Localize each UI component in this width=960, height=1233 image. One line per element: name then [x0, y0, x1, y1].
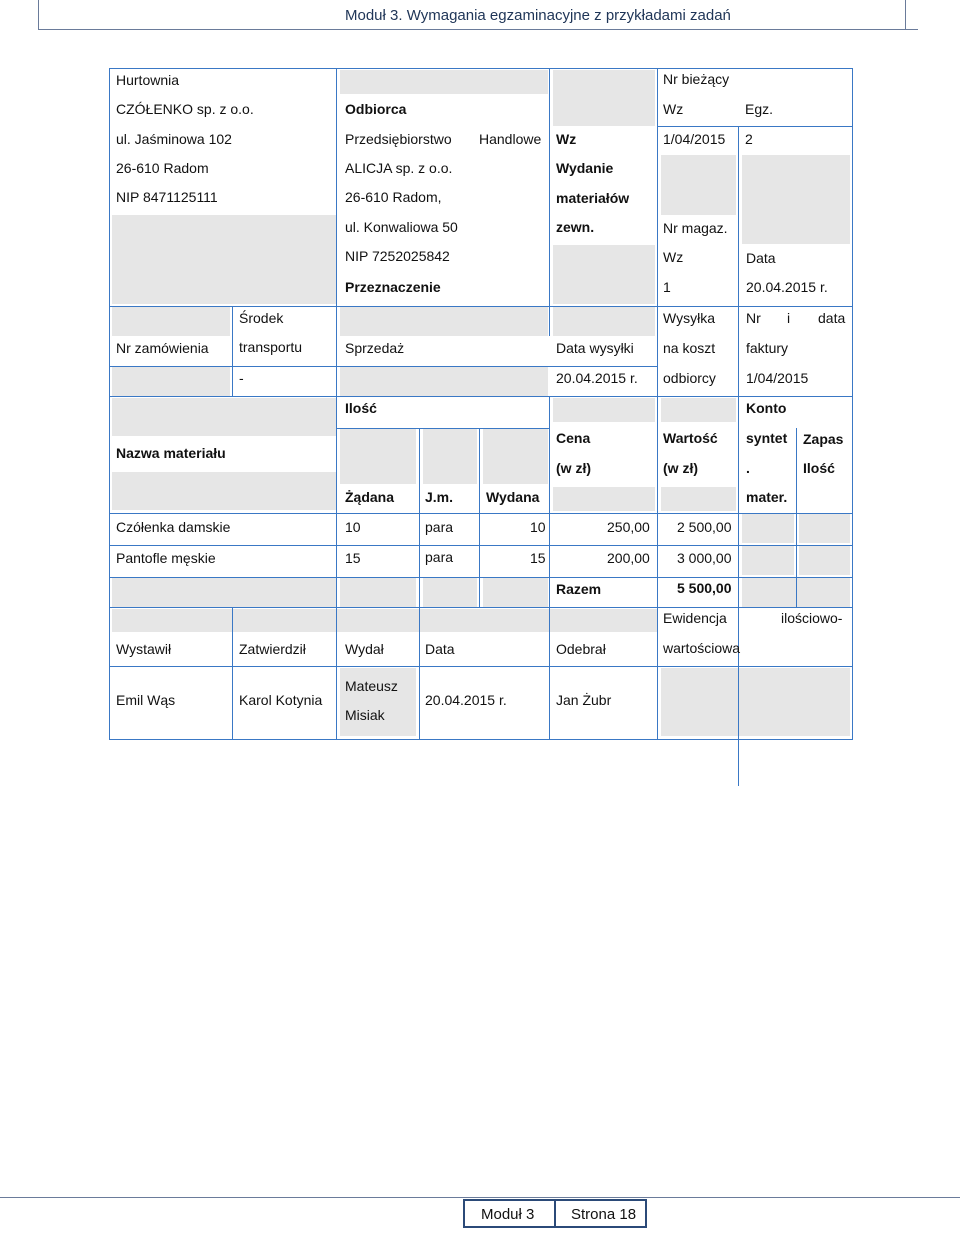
- warehouse-prefix: Wz: [663, 249, 684, 265]
- col-account-4: mater.: [746, 489, 788, 505]
- copy-label: Egz.: [745, 101, 774, 117]
- current-number-value: 1/04/2015: [663, 131, 726, 147]
- ship-date-label: Data wysyłki: [556, 340, 634, 356]
- warehouse-label: Nr magaz.: [663, 220, 728, 236]
- header-rule-left: [38, 0, 53, 30]
- col-value-2: (w zł): [663, 460, 698, 476]
- item-value: 3 000,00: [677, 550, 732, 566]
- total-label: Razem: [556, 581, 602, 597]
- invoice-label-i: i: [787, 310, 791, 326]
- approved-by: Karol Kotynia: [239, 692, 323, 708]
- doc-title-2: materiałów: [556, 190, 630, 206]
- date-label: Data: [746, 250, 776, 266]
- records-label-1a: Ewidencja: [663, 610, 727, 626]
- col-issued: Wydana: [486, 489, 540, 505]
- footer-rule: [0, 1197, 960, 1198]
- col-account-2: syntet: [746, 430, 788, 446]
- date-value: 20.04.2015 r.: [746, 279, 828, 295]
- recipient-nip: NIP 7252025842: [345, 248, 450, 264]
- records-label-1b: ilościowo-: [781, 610, 843, 626]
- sender-name: Hurtownia: [116, 72, 180, 88]
- item-unit: para: [425, 519, 454, 535]
- ship-date-value: 20.04.2015 r.: [556, 370, 638, 386]
- signature-date: 20.04.2015 r.: [425, 692, 507, 708]
- issued-by-label: Wystawił: [116, 641, 172, 657]
- col-account-3: .: [746, 460, 750, 476]
- approved-by-label: Zatwierdził: [239, 641, 306, 657]
- item-value: 2 500,00: [677, 519, 732, 535]
- invoice-value: 1/04/2015: [746, 370, 809, 386]
- col-qty: Ilość: [345, 400, 377, 416]
- col-stock-1: Zapas: [803, 431, 844, 447]
- transport-label-1: Środek: [239, 310, 284, 326]
- order-number-label: Nr zamówienia: [116, 340, 209, 356]
- shipping-value: odbiorcy: [663, 370, 716, 386]
- transport-value: -: [239, 370, 244, 386]
- current-number-label: Nr bieżący: [663, 71, 730, 87]
- received-by-label: Odebrał: [556, 641, 606, 657]
- header-rule-right: [905, 0, 906, 29]
- purpose-label: Przeznaczenie: [345, 279, 441, 295]
- invoice-label-data: data: [818, 310, 846, 326]
- recipient-line4: ul. Konwaliowa 50: [345, 219, 458, 235]
- shipping-label-1: Wysyłka: [663, 310, 715, 326]
- transport-label-2: transportu: [239, 339, 303, 355]
- item-issued: 15: [530, 550, 546, 566]
- invoice-label-2: faktury: [746, 340, 789, 356]
- item-requested: 15: [345, 550, 361, 566]
- item-name: Pantofle męskie: [116, 550, 216, 566]
- footer-module: Moduł 3: [481, 1206, 535, 1223]
- signature-date-label: Data: [425, 641, 455, 657]
- item-requested: 10: [345, 519, 361, 535]
- recipient-line2: ALICJA sp. z o.o.: [345, 160, 453, 176]
- wz-form-frame: [109, 68, 853, 740]
- col-unit: J.m.: [425, 489, 454, 505]
- item-unit: para: [425, 549, 454, 565]
- sender-nip: NIP 8471125111: [116, 189, 218, 205]
- received-by: Jan Żubr: [556, 692, 612, 708]
- invoice-label-nr: Nr: [746, 310, 761, 326]
- released-by-2: Misiak: [345, 707, 385, 723]
- recipient-line1b: Handlowe: [479, 131, 542, 147]
- col-price-2: (w zł): [556, 460, 591, 476]
- shipping-label-2: na koszt: [663, 340, 716, 356]
- item-price: 250,00: [607, 519, 650, 535]
- doc-type: Wz: [556, 131, 577, 147]
- recipient-label: Odbiorca: [345, 101, 407, 117]
- doc-title-3: zewn.: [556, 219, 595, 235]
- col-requested: Żądana: [345, 489, 395, 505]
- sender-city: 26-610 Radom: [116, 160, 209, 176]
- warehouse-value: 1: [663, 279, 671, 295]
- total-value: 5 500,00: [677, 580, 732, 596]
- released-by-1: Mateusz: [345, 678, 398, 694]
- records-label-2: wartościowa: [663, 640, 741, 656]
- item-price: 200,00: [607, 550, 650, 566]
- footer-page: Strona 18: [571, 1206, 637, 1223]
- col-stock-2: Ilość: [803, 460, 835, 476]
- released-by-label: Wydał: [345, 641, 384, 657]
- doc-title-1: Wydanie: [556, 160, 614, 176]
- sender-street: ul. Jaśminowa 102: [116, 131, 232, 147]
- col-price-1: Cena: [556, 430, 591, 446]
- issued-by: Emil Wąs: [116, 692, 176, 708]
- header-rule: [38, 29, 918, 30]
- current-number-prefix: Wz: [663, 101, 684, 117]
- copy-value: 2: [745, 131, 753, 147]
- col-material: Nazwa materiału: [116, 445, 226, 461]
- col-account-1: Konto: [746, 400, 787, 416]
- sender-company: CZÓŁENKO sp. z o.o.: [116, 101, 254, 117]
- item-issued: 10: [530, 519, 546, 535]
- page-header-title: Moduł 3. Wymagania egzaminacyjne z przykładami zadań: [345, 7, 731, 24]
- purpose-value: Sprzedaż: [345, 340, 405, 356]
- recipient-line1: Przedsiębiorstwo: [345, 131, 452, 147]
- col-value-1: Wartość: [663, 430, 718, 446]
- item-name: Czółenka damskie: [116, 519, 231, 535]
- recipient-line3: 26-610 Radom,: [345, 189, 442, 205]
